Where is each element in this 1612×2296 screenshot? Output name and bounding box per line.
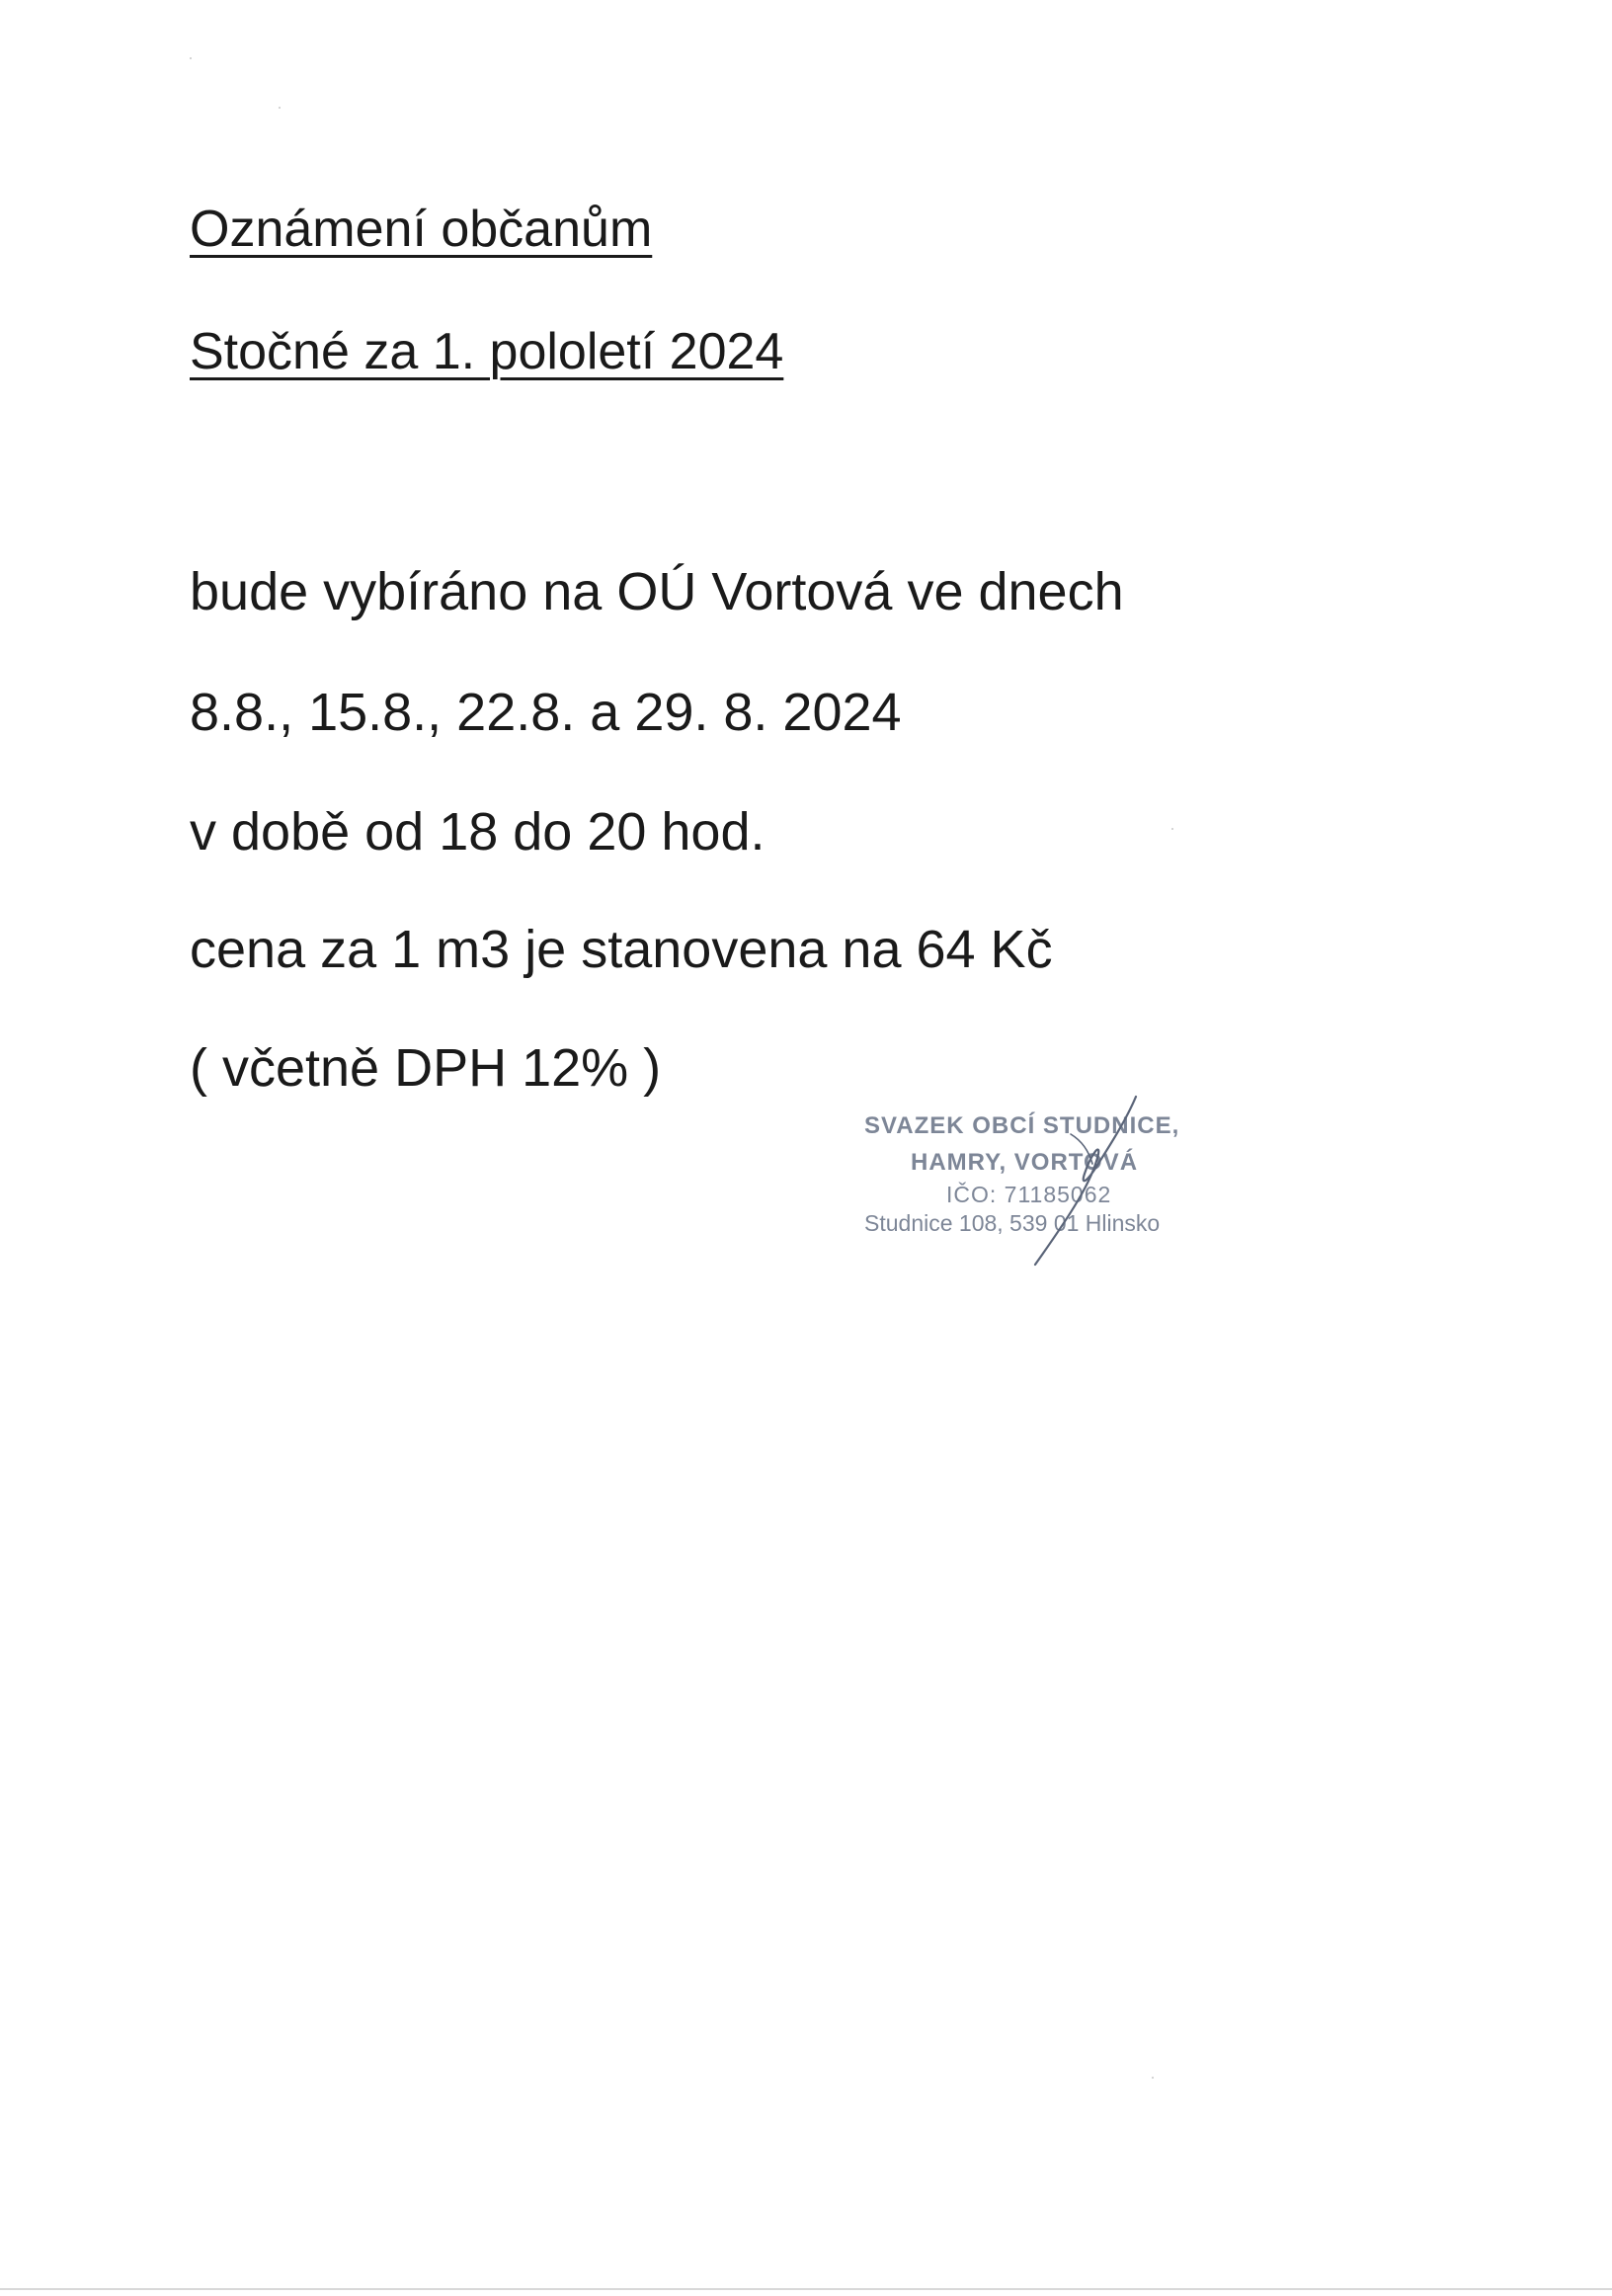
stamp-address: Studnice 108, 539 01 Hlinsko bbox=[864, 1210, 1161, 1236]
scan-edge-line bbox=[0, 2288, 1612, 2290]
notice-subject: Stočné za 1. pololetí 2024 bbox=[190, 323, 784, 380]
scan-speck bbox=[1171, 828, 1173, 830]
stamp-ico: IČO: 71185062 bbox=[946, 1182, 1112, 1207]
price-text: cena za 1 m3 je stanovena na 64 Kč bbox=[190, 920, 1053, 979]
stamp-org-line-1: SVAZEK OBCÍ STUDNICE, bbox=[864, 1112, 1180, 1139]
scan-speck bbox=[279, 107, 281, 109]
collection-dates-text: 8.8., 15.8., 22.8. a 29. 8. 2024 bbox=[190, 683, 902, 742]
stamp-org-line-2: HAMRY, VORTOVÁ bbox=[911, 1149, 1139, 1176]
scan-speck bbox=[190, 57, 192, 59]
scan-speck bbox=[1152, 2077, 1154, 2079]
notice-title: Oznámení občanům bbox=[190, 201, 653, 258]
vat-note-text: ( včetně DPH 12% ) bbox=[190, 1038, 662, 1098]
collection-place-text: bude vybíráno na OÚ Vortová ve dnech bbox=[190, 562, 1124, 621]
handwritten-signature bbox=[988, 1091, 1166, 1269]
collection-hours-text: v době od 18 do 20 hod. bbox=[190, 802, 766, 861]
